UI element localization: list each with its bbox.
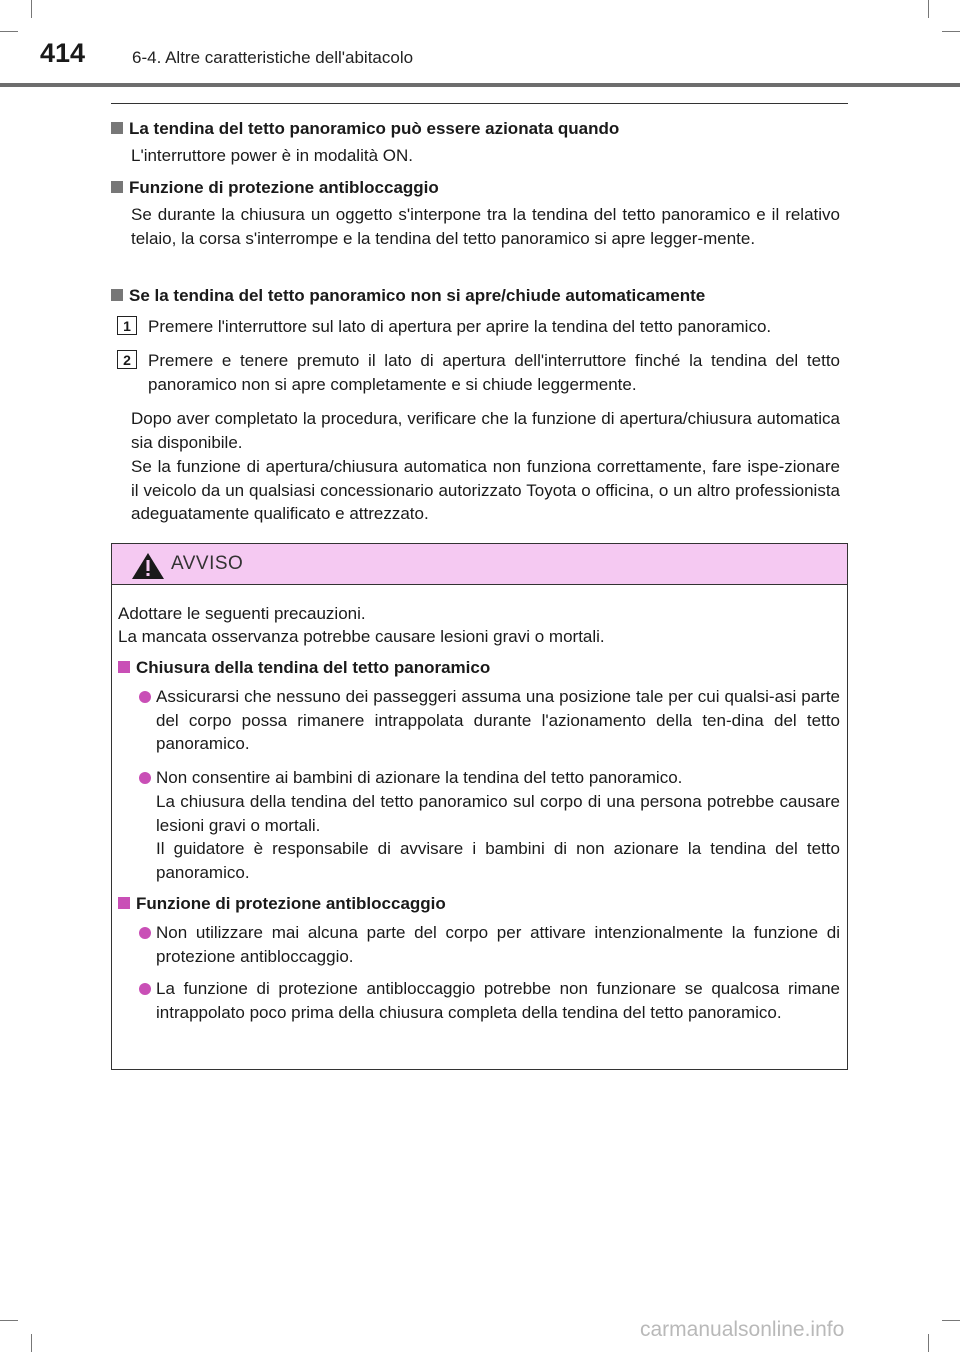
bullet-dot-icon: [139, 691, 151, 703]
crop-mark: [928, 1334, 929, 1352]
bullet-dot-icon: [139, 983, 151, 995]
square-bullet-icon: [111, 181, 123, 193]
warning-bullet-text: Assicurarsi che nessuno dei passeggeri assuma una posizione tale per cui qualsi-asi parte del corpo possa rimanere intrappolata durante l'azionamento della ten-dina del tetto panoramico.: [156, 687, 840, 753]
crop-mark: [31, 1334, 32, 1352]
section-body: L'interruttore power è in modalità ON.: [131, 146, 413, 165]
page-number: 414: [40, 38, 86, 68]
step-number: 2: [117, 350, 137, 369]
warning-bullet-text: Non consentire ai bambini di azionare la tendina del tetto panoramico.: [156, 768, 683, 787]
warning-bullet-text: Il guidatore è responsabile di avvisare i bambini di non azionare la tendina del tetto panoramico.: [156, 839, 840, 882]
warning-bullet-text: Non utilizzare mai alcuna parte del corpo per attivare intenzionalmente la funzione di protezione antibloccaggio.: [156, 923, 840, 966]
section-body: Se la funzione di apertura/chiusura automatica non funziona correttamente, fare ispe-zionare il veicolo da un qualsiasi concessionario autorizzato Toyota o officina, o un altro professionista adeguatamente qualificato e attrezzato.: [131, 457, 840, 523]
section-heading: Funzione di protezione antibloccaggio: [111, 178, 848, 198]
warning-group-heading: Chiusura della tendina del tetto panoramico: [118, 658, 840, 678]
step-number: 1: [117, 316, 137, 335]
warning-intro: La mancata osservanza potrebbe causare lesioni gravi o mortali.: [118, 627, 605, 646]
warning-triangle-icon: [131, 552, 165, 580]
warning-bullet-text: La chiusura della tendina del tetto panoramico sul corpo di una persona potrebbe causare lesioni gravi o mortali.: [156, 792, 840, 835]
warning-header: [112, 544, 847, 585]
square-bullet-icon: [118, 897, 130, 909]
square-bullet-icon: [118, 661, 130, 673]
section-title: 6-4. Altre caratteristiche dell'abitacolo: [132, 48, 414, 67]
warning-box: [111, 543, 848, 1070]
square-bullet-icon: [111, 289, 123, 301]
step-text: Premere e tenere premuto il lato di apertura dell'interruttore finché la tendina del tetto panoramico non si apre completamente e si chiude leggermente.: [148, 351, 840, 394]
bullet-dot-icon: [139, 772, 151, 784]
header-rule: [0, 83, 960, 87]
section-body: Dopo aver completato la procedura, verificare che la funzione di apertura/chiusura automatica sia disponibile.: [131, 409, 840, 452]
crop-mark: [942, 1320, 960, 1321]
watermark: carmanualsonline.info: [640, 1318, 845, 1341]
crop-mark: [0, 1320, 18, 1321]
bullet-dot-icon: [139, 927, 151, 939]
warning-title: AVVISO: [171, 553, 244, 574]
content-rule: [111, 103, 848, 104]
step-text: Premere l'interruttore sul lato di apertura per aprire la tendina del tetto panoramico.: [148, 317, 772, 336]
section-body: Se durante la chiusura un oggetto s'interpone tra la tendina del tetto panoramico e il relativo telaio, la corsa s'interrompe e la tendina del tetto panoramico si apre legger-mente.: [131, 205, 840, 248]
page-header: [0, 0, 960, 88]
section-heading: Se la tendina del tetto panoramico non si apre/chiude automaticamente: [111, 286, 848, 306]
section-heading: La tendina del tetto panoramico può essere azionata quando: [111, 119, 848, 139]
square-bullet-icon: [111, 122, 123, 134]
warning-intro: Adottare le seguenti precauzioni.: [118, 604, 366, 623]
warning-group-heading: Funzione di protezione antibloccaggio: [118, 894, 840, 914]
warning-bullet-text: La funzione di protezione antibloccaggio potrebbe non funzionare se qualcosa rimane intrappolato poco prima della chiusura completa della tendina del tetto panoramico.: [156, 979, 840, 1022]
